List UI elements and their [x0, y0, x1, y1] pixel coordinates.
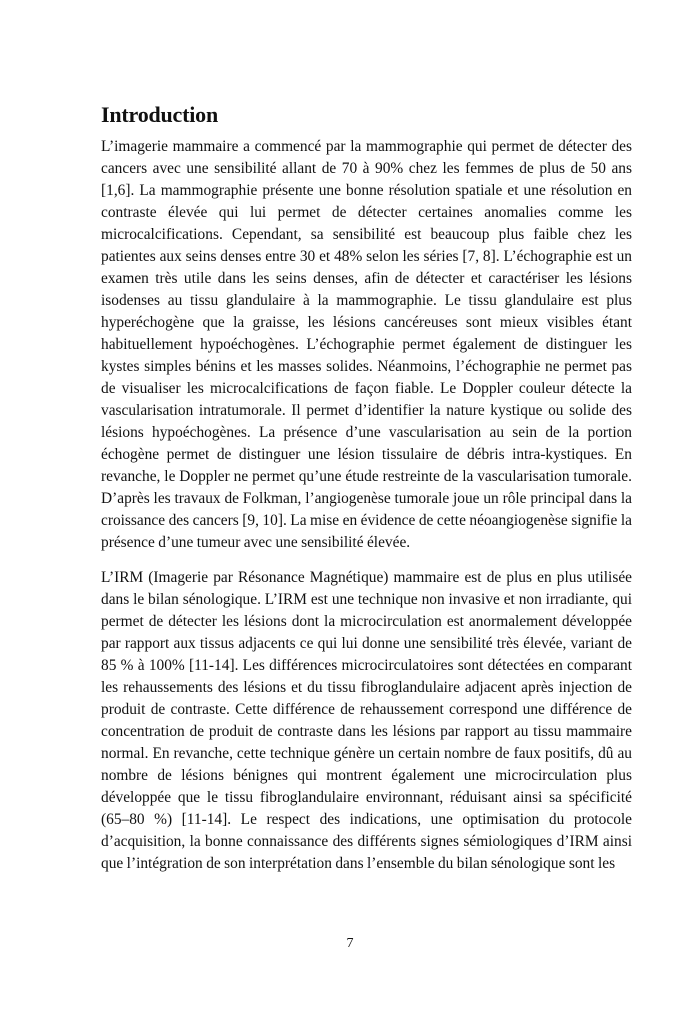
section-heading: Introduction — [101, 102, 218, 127]
paragraph-2: L’IRM (Imagerie par Résonance Magnétique) mammaire est de plus en plus utilisée dans le bilan sénologique. L’IRM est une technique non invasive et non irradiante, qui permet de détecter les lésions dont la microcirculation est anormalement développée par rapport aux tissus adjacents ce qui lui donne une sensibilité très élevée, variant de 85 % à 100% [11-14]. Les différences microcirculatoires sont détectées en comparant les rehaussements des lésions et du tissu fibroglandulaire adjacent après injection de produit de contraste. Cette différence de rehaussement correspond une différence de concentration de produit de contraste dans les lésions par rapport au tissu mammaire normal. En revanche, cette technique génère un certain nombre de faux positifs, dû au nombre de lésions bénignes qui montrent également une microcirculation plus développée que le tissu fibroglandulaire environnant, réduisant ainsi sa spécificité (65–80 %) [11-14]. Le respect des indications, une optimisation du protocole d’acquisition, la bonne connaissance des différents signes sémiologiques d’IRM ainsi que l’intégration de son interprétation dans l’ensemble du bilan sénologique sont les — [101, 569, 632, 872]
page-number: 7 — [346, 936, 354, 951]
paragraph-1: L’imagerie mammaire a commencé par la mammographie qui permet de détecter des cancers avec une sensibilité allant de 70 à 90% chez les femmes de plus de 50 ans [1,6]. La mammographie présente une bonne résolution spatiale et une résolution en contraste élevée qui lui permet de détecter certaines anomalies comme les microcalcifications. Cependant, sa sensibilité est beaucoup plus faible chez les patientes aux seins denses entre 30 et 48% selon les séries [7, 8]. L’échographie est un examen très utile dans les seins denses, afin de détecter et caractériser les lésions isodenses au tissu glandulaire à la mammographie. Le tissu glandulaire est plus hyperéchogène que la graisse, les lésions cancéreuses sont mieux visibles étant habituellement hypoéchogènes. L’échographie permet également de distinguer les kystes simples bénins et les masses solides. Néanmoins, l’échographie ne permet pas de visualiser les microcalcifications de façon fiable. Le Doppler couleur détecte la vascularisation intratumorale. Il permet d’identifier la nature kystique ou solide des lésions hypoéchogènes. La présence d’une vascularisation au sein de la portion échogène permet de distinguer une lésion tissulaire de débris intra-kystiques. En revanche, le Doppler ne permet qu’une étude restreinte de la vascularisation tumorale. D’après les travaux de Folkman, l’angiogenèse tumorale joue un rôle principal dans la croissance des cancers [9, 10]. La mise en évidence de cette néoangiogenèse signifie la présence d’une tumeur avec une sensibilité élevée. — [101, 138, 632, 551]
page-content — [101, 100, 632, 888]
